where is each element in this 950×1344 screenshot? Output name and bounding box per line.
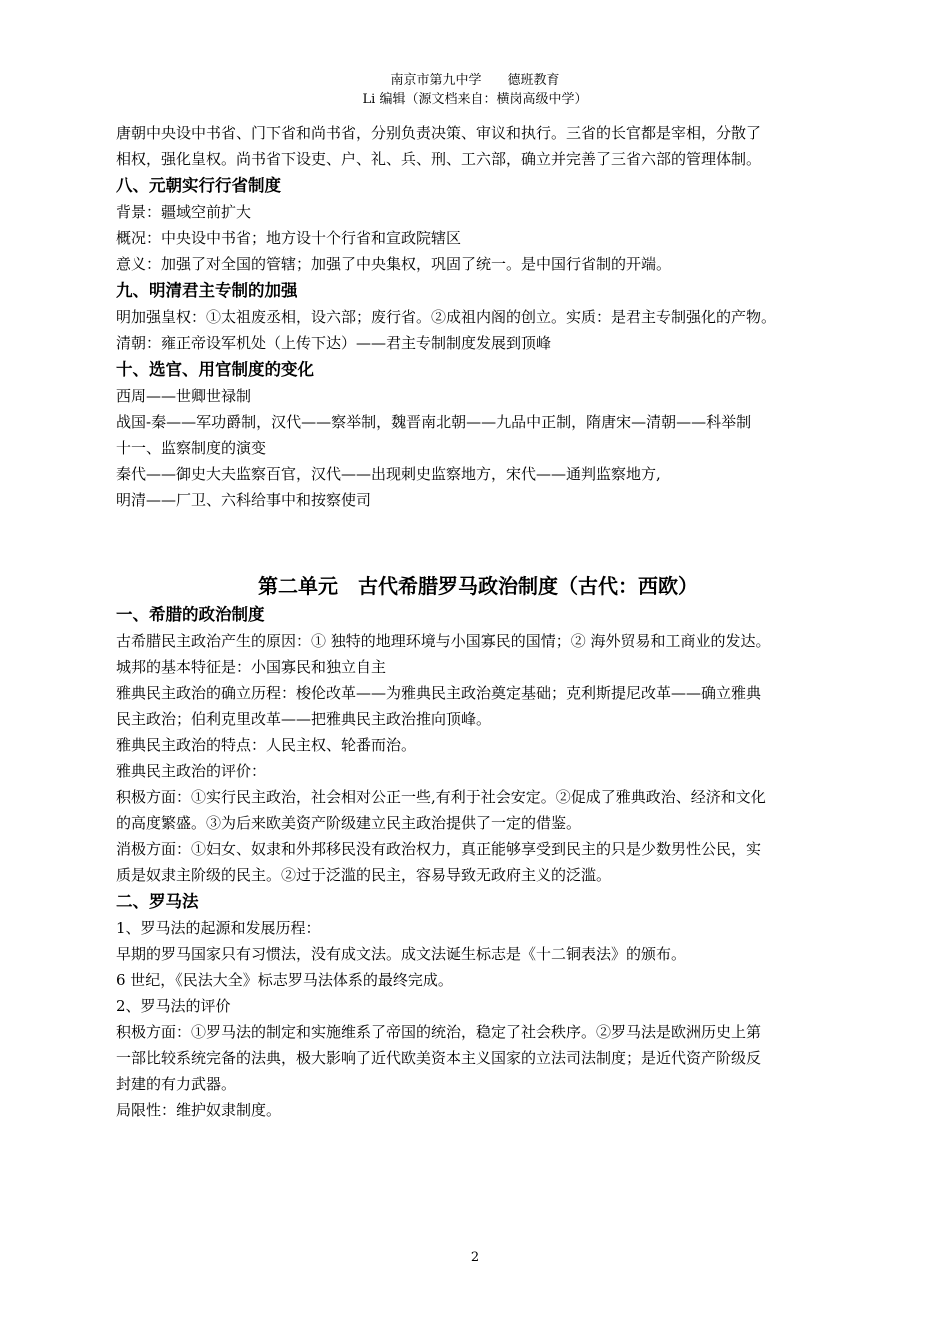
paragraph-athens-evaluation: 雅典民主政治的评价： [116, 762, 267, 780]
paragraph-negative-l2: 质是奴隶主阶级的民主。②过于泛滥的民主，容易导致无政府主义的泛滥。 [116, 866, 612, 884]
page-content [116, 120, 840, 1123]
paragraph-yuan-meaning: 意义：加强了对全国的管辖；加强了中央集权，巩固了统一。是中国行省制的开端。 [116, 255, 672, 273]
paragraph-roman-positive-l1: 积极方面：①罗马法的制定和实施维系了帝国的统治，稳定了社会秩序。②罗马法是欧洲历史上第 [116, 1023, 762, 1041]
paragraph-western-zhou: 西周——世卿世禄制 [116, 387, 252, 405]
paragraph-twelve-tables: 早期的罗马国家只有习惯法，没有成文法。成文法诞生标志是《十二铜表法》的颁布。 [116, 945, 687, 963]
heading-official-selection: 十、选官、用官制度的变化 [116, 360, 314, 379]
page-number: 2 [470, 1250, 480, 1265]
paragraph-tang-l2: 相权，强化皇权。尚书省下设吏、户、礼、兵、刑、工六部，确立并完善了三省六部的管理体制。 [116, 150, 762, 168]
paragraph-tang-l1: 唐朝中央设中书省、门下省和尚书省，分别负责决策、审议和执行。三省的长官都是宰相，分散了 [116, 124, 762, 142]
paragraph-roman-positive-l2: 一部比较系统完备的法典，极大影响了近代欧美资本主义国家的立法司法制度；是近代资产阶级反 [116, 1049, 762, 1067]
heading-greek-politics: 一、希腊的政治制度 [116, 605, 265, 624]
paragraph-yuan-background: 背景：疆域空前扩大 [116, 203, 252, 221]
paragraph-athens-features: 雅典民主政治的特点：人民主权、轮番而治。 [116, 736, 417, 754]
heading-yuan-province: 八、元朝实行行省制度 [116, 176, 281, 195]
paragraph-athens-history-l1: 雅典民主政治的确立历程：梭伦改革——为雅典民主政治奠定基础；克利斯提尼改革——确立雅典 [116, 684, 762, 702]
paragraph-athens-history-l2: 民主政治；伯利克里改革——把雅典民主政治推向顶峰。 [116, 710, 492, 728]
paragraph-supervision-l1: 秦代——御史大夫监察百官，汉代——出现刺史监察地方，宋代——通判监察地方, [116, 465, 661, 483]
heading-roman-law: 二、罗马法 [116, 892, 199, 911]
paragraph-positive-l2: 的高度繁盛。③为后来欧美资产阶级建立民主政治提供了一定的借鉴。 [116, 814, 582, 832]
subheading-supervision: 十一、监察制度的演变 [116, 439, 267, 457]
paragraph-yuan-overview: 概况：中央设中书省；地方设十个行省和宣政院辖区 [116, 229, 462, 247]
header-editor-line: Li 编辑（源文档来自：横岗高级中学） [362, 92, 588, 107]
paragraph-supervision-l2: 明清——厂卫、六科给事中和按察使司 [116, 491, 372, 509]
heading-ming-qing: 九、明清君主专制的加强 [116, 281, 298, 300]
paragraph-roman-origin-title: 1、罗马法的起源和发展历程： [116, 919, 321, 937]
unit-title: 第二单元 古代希腊罗马政治制度（古代：西欧） [258, 574, 698, 598]
paragraph-selection-history: 战国-秦——军功爵制，汉代——察举制，魏晋南北朝——九品中正制，隋唐宋—清朝——科举制 [116, 413, 752, 431]
paragraph-greek-origins: 古希腊民主政治产生的原因：① 独特的地理环境与小国寡民的国情；② 海外贸易和工商业的发达。 [116, 632, 771, 650]
paragraph-roman-positive-l3: 封建的有力武器。 [116, 1075, 237, 1093]
paragraph-roman-limitation: 局限性：维护奴隶制度。 [116, 1101, 282, 1119]
paragraph-corpus-juris: 6 世纪，《民法大全》标志罗马法体系的最终完成。 [116, 971, 453, 989]
paragraph-qing: 清朝：雍正帝设军机处（上传下达）——君主专制制度发展到顶峰 [116, 334, 552, 352]
paragraph-negative-l1: 消极方面：①妇女、奴隶和外邦移民没有政治权力，真正能够享受到民主的只是少数男性公民，实 [116, 840, 762, 858]
paragraph-positive-l1: 积极方面：①实行民主政治，社会相对公正一些,有利于社会安定。②促成了雅典政治、经济和文化 [116, 788, 766, 806]
paragraph-city-state: 城邦的基本特征是：小国寡民和独立自主 [116, 658, 387, 676]
paragraph-ming: 明加强皇权：①太祖废丞相，设六部；废行省。②成祖内阁的创立。实质：是君主专制强化的产物。 [116, 308, 777, 326]
paragraph-roman-evaluation-title: 2、罗马法的评价 [116, 997, 231, 1015]
header-school-line: 南京市第九中学 德班教育 [390, 73, 560, 88]
